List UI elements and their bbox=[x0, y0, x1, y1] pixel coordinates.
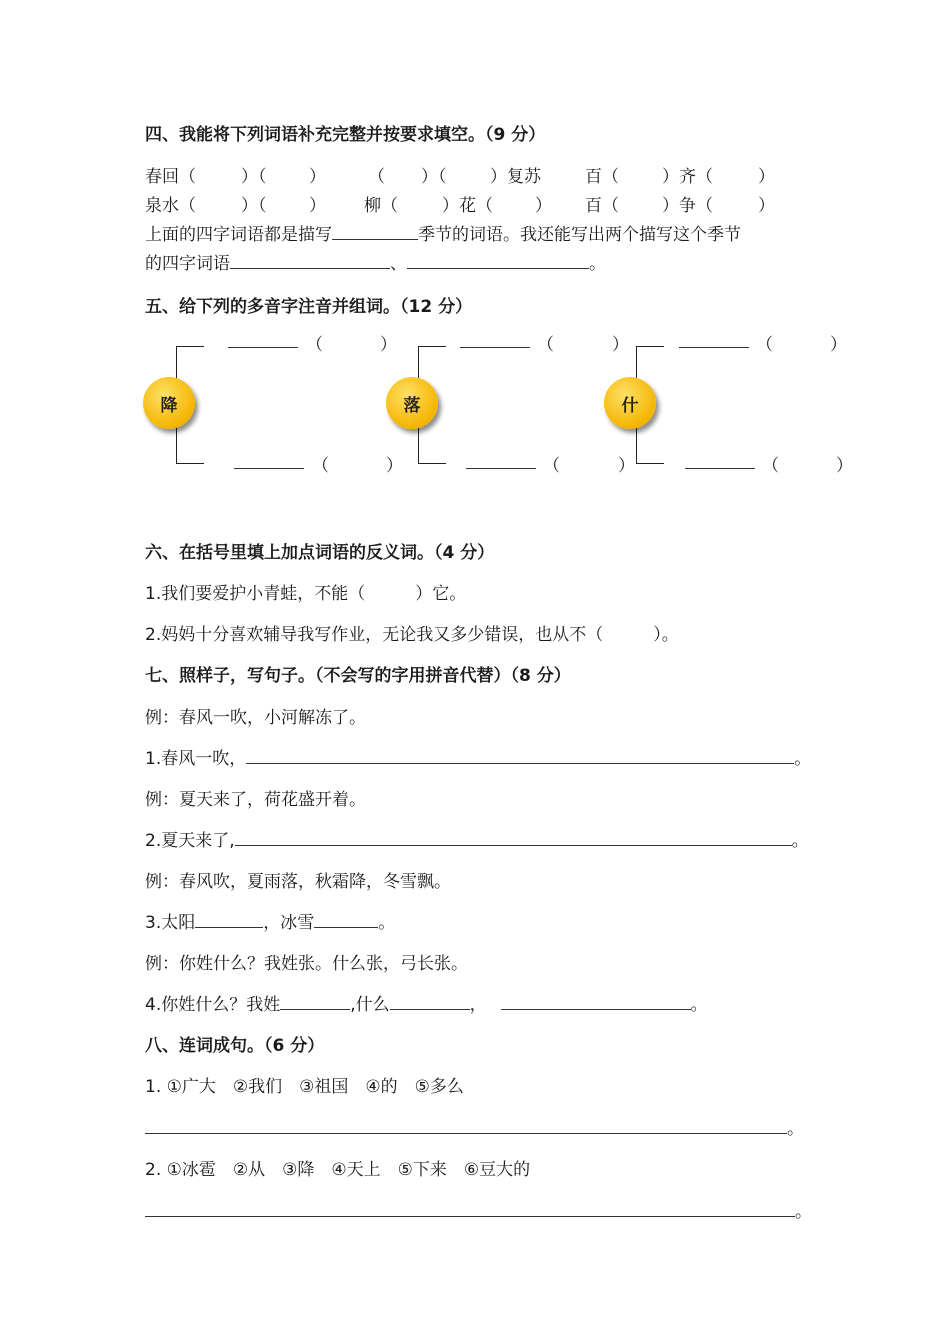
sentence-blank[interactable] bbox=[390, 995, 470, 1010]
s4-r2-i: ） bbox=[758, 196, 775, 216]
section-7-heading: 七、照样子，写句子。（不会写的字用拼音代替）（8 分） bbox=[145, 666, 571, 686]
s4-r2-h: ）争（ bbox=[662, 196, 713, 216]
s4-r1-i: ） bbox=[758, 167, 775, 187]
s4-line-3: 上面的四字词语都是描写 季节的词语。我还能写出两个描写这个季节 bbox=[145, 225, 741, 245]
s4-r1-f: ）复苏 bbox=[490, 167, 541, 187]
sentence-blank[interactable] bbox=[314, 913, 378, 928]
section-4-heading: 四、我能将下列词语补充完整并按要求填空。（9 分） bbox=[145, 125, 546, 145]
sentence-blank[interactable] bbox=[501, 995, 691, 1010]
s4-r1-e: ）（ bbox=[421, 167, 447, 187]
s4-r2-g: 百（ bbox=[585, 196, 619, 216]
pinyin-blank[interactable] bbox=[234, 454, 304, 469]
s4-r2-c: ） bbox=[309, 196, 326, 216]
s4-r1-a: 春回（ bbox=[145, 167, 196, 187]
s4-r2-a: 泉水（ bbox=[145, 196, 196, 216]
s8-question-1: 1. ①广大 ②我们 ③祖国 ④的 ⑤多么 bbox=[145, 1077, 464, 1097]
s7-question-4: 4.你姓什么？我姓 ,什么 ， 。 bbox=[145, 995, 708, 1015]
section-8-heading: 八、连词成句。（6 分） bbox=[145, 1036, 325, 1056]
pinyin-blank[interactable] bbox=[228, 333, 298, 348]
s8-answer-2: 。 bbox=[145, 1197, 812, 1222]
sentence-blank[interactable] bbox=[280, 995, 350, 1010]
s7-example-1: 例：春风一吹，小河解冻了。 bbox=[145, 708, 366, 728]
section-5-heading: 五、给下列的多音字注音并组词。（12 分） bbox=[145, 297, 473, 317]
polyphone-char: 落 bbox=[386, 377, 438, 429]
s4-r2-d: 柳（ bbox=[364, 196, 398, 216]
pinyin-blank[interactable] bbox=[685, 454, 755, 469]
s4-r1-h: ）齐（ bbox=[662, 167, 713, 187]
s7-question-1: 1.春风一吹， 。 bbox=[145, 749, 812, 769]
answer-blank[interactable] bbox=[145, 1119, 787, 1134]
polyphone-char: 什 bbox=[604, 377, 656, 429]
s4-r2-b: ）（ bbox=[241, 196, 267, 216]
s4-r1-g: 百（ bbox=[585, 167, 619, 187]
s7-example-4: 例：你姓什么？我姓张。什么张，弓长张。 bbox=[145, 954, 468, 974]
pinyin-blank[interactable] bbox=[460, 333, 530, 348]
s7-example-3: 例：春风吹，夏雨落，秋霜降，冬雪飘。 bbox=[145, 872, 451, 892]
sentence-blank[interactable] bbox=[195, 913, 263, 928]
pinyin-blank[interactable] bbox=[679, 333, 749, 348]
sentence-blank[interactable] bbox=[235, 831, 792, 846]
s4-line-4: 的四字词语 、 。 bbox=[145, 254, 606, 274]
s7-question-3: 3.太阳 ，冰雪 。 bbox=[145, 913, 396, 933]
idiom-blank-1[interactable] bbox=[230, 254, 390, 269]
idiom-blank-2[interactable] bbox=[407, 254, 589, 269]
s4-r1-d: （ bbox=[368, 167, 385, 187]
pinyin-blank[interactable] bbox=[466, 454, 536, 469]
s7-question-2: 2.夏天来了, 。 bbox=[145, 831, 809, 851]
answer-blank[interactable] bbox=[145, 1202, 795, 1217]
polyphone-char: 降 bbox=[143, 377, 195, 429]
s4-r1-c: ） bbox=[309, 167, 326, 187]
sentence-blank[interactable] bbox=[246, 749, 794, 764]
s6-question-2: 2.妈妈十分喜欢辅导我写作业，无论我又多少错误，也从不（ ）。 bbox=[145, 625, 679, 645]
season-blank[interactable] bbox=[332, 225, 418, 240]
s4-r2-f: ） bbox=[535, 196, 552, 216]
s4-r1-b: ）（ bbox=[241, 167, 267, 187]
s8-answer-1: 。 bbox=[145, 1114, 804, 1139]
s8-question-2: 2. ①冰雹 ②从 ③降 ④天上 ⑤下来 ⑥豆大的 bbox=[145, 1160, 531, 1180]
s4-r2-e: ）花（ bbox=[442, 196, 493, 216]
section-6-heading: 六、在括号里填上加点词语的反义词。（4 分） bbox=[145, 543, 495, 563]
s6-question-1: 1.我们要爱护小青蛙，不能（ ）它。 bbox=[145, 584, 467, 604]
s7-example-2: 例：夏天来了，荷花盛开着。 bbox=[145, 790, 366, 810]
